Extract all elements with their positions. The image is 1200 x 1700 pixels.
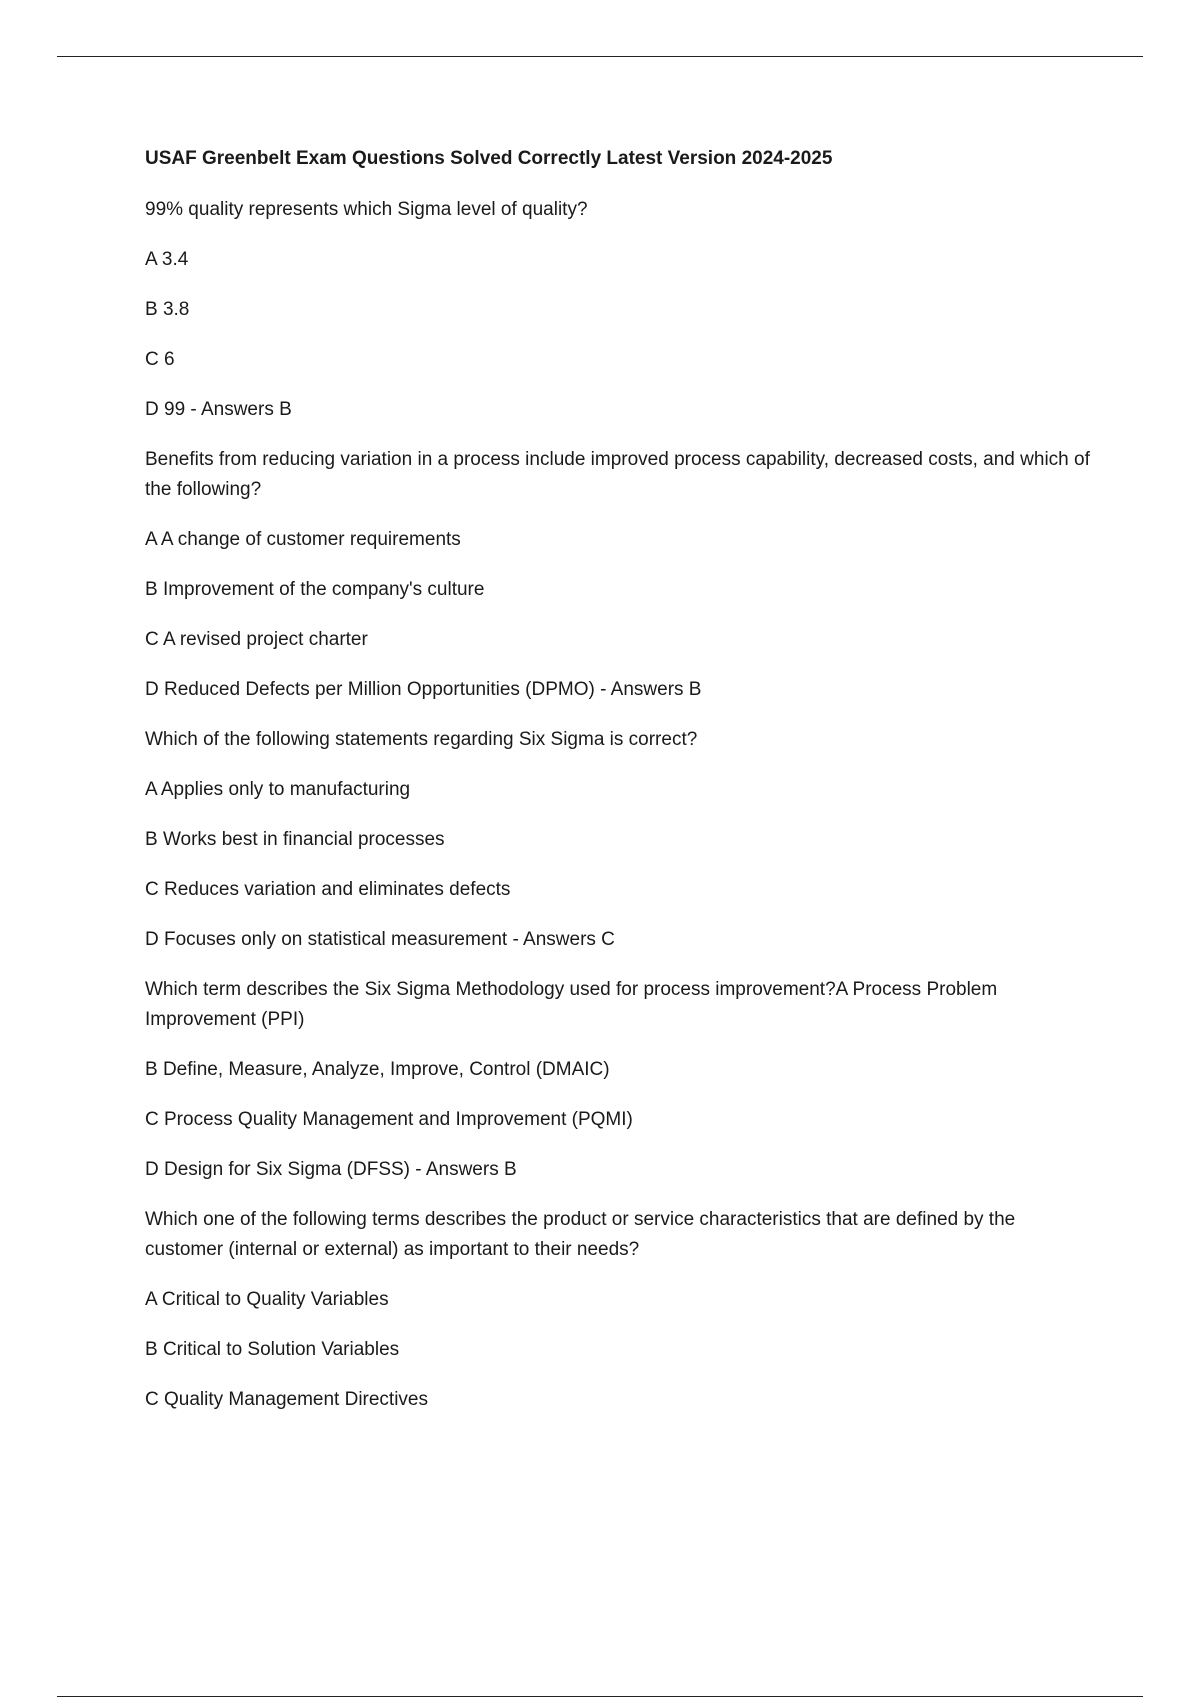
question-4-option-c: C Process Quality Management and Improvement (PQMI): [145, 1109, 633, 1130]
question-1: 99% quality represents which Sigma level of quality?: [145, 199, 588, 220]
question-2-option-b: B Improvement of the company's culture: [145, 579, 485, 600]
question-1-option-a: A 3.4: [145, 249, 189, 270]
question-3-option-a: A Applies only to manufacturing: [145, 779, 411, 800]
document-body: [145, 145, 1095, 1435]
question-4-option-b: B Define, Measure, Analyze, Improve, Control (DMAIC): [145, 1059, 610, 1080]
question-4-option-d-answer: D Design for Six Sigma (DFSS) - Answers B: [145, 1159, 517, 1180]
question-5-option-b: B Critical to Solution Variables: [145, 1339, 400, 1360]
question-3-option-d-answer: D Focuses only on statistical measurement - Answers C: [145, 929, 615, 950]
question-4: Which term describes the Six Sigma Methodology used for process improvement?A Process Problem Improvement (PPI): [145, 979, 998, 1030]
question-2-option-d-answer: D Reduced Defects per Million Opportunities (DPMO) - Answers B: [145, 679, 702, 700]
document-title: USAF Greenbelt Exam Questions Solved Correctly Latest Version 2024-2025: [145, 148, 833, 169]
footer-rule: [57, 1696, 1143, 1697]
question-5-option-c: C Quality Management Directives: [145, 1389, 428, 1410]
question-2: Benefits from reducing variation in a process include improved process capability, decreased costs, and which of the following?: [145, 449, 1090, 500]
question-1-option-c: C 6: [145, 349, 175, 370]
question-5: Which one of the following terms describes the product or service characteristics that are defined by the customer (internal or external) as important to their needs?: [145, 1209, 1016, 1260]
question-5-option-a: A Critical to Quality Variables: [145, 1289, 389, 1310]
question-1-option-d-answer: D 99 - Answers B: [145, 399, 292, 420]
question-2-option-a: A A change of customer requirements: [145, 529, 461, 550]
question-3-option-b: B Works best in financial processes: [145, 829, 445, 850]
header-rule: [57, 56, 1143, 57]
question-1-option-b: B 3.8: [145, 299, 190, 320]
question-3: Which of the following statements regarding Six Sigma is correct?: [145, 729, 698, 750]
question-2-option-c: C A revised project charter: [145, 629, 368, 650]
question-3-option-c: C Reduces variation and eliminates defects: [145, 879, 511, 900]
